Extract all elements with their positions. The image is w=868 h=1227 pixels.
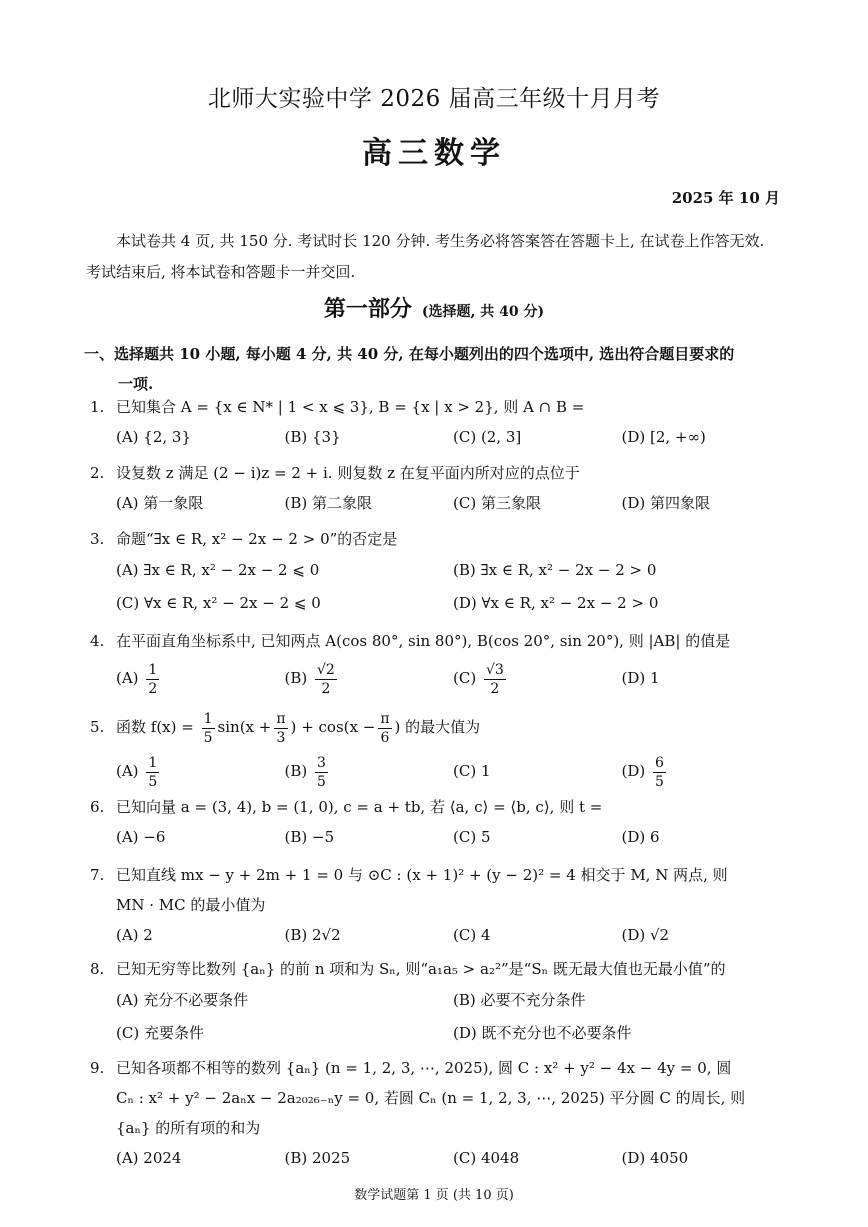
option-b: (B) 2√2 [284,926,341,944]
fraction [146,661,159,698]
question-stem-line-2: MN · MC 的最小值为 [116,896,266,914]
subject-title: 高三数学 [362,136,506,171]
option-d: (D) 1 [621,669,660,687]
part-title: 第一部分 [323,296,412,322]
option-d [622,749,791,793]
option-label: (B) [284,762,308,780]
question-number: 1. [90,398,105,416]
option-a: (A) {2, 3} [116,428,192,446]
fraction [484,661,506,698]
option-d: (D) 第四象限 [621,494,710,512]
fraction [202,710,215,747]
option-a [116,656,285,700]
question-9 [90,1053,790,1173]
question-1 [90,392,790,452]
question-stem: 在平面直角坐标系中, 已知两点 A(cos 80°, sin 80°), B(cos 20°, sin 20°), 则 |AB| 的值是 [116,632,731,650]
option-d: (D) 6 [621,828,660,846]
exam-title: 北师大实验中学 2026 届高三年级十月月考 [207,86,661,112]
numerator: π [276,710,286,727]
part-heading [0,292,868,323]
option-a: (A) 2 [116,926,153,944]
question-stem: 已知向量 a = (3, 4), b = (1, 0), c = a + tb, 若 ⟨a, c⟩ = ⟨b, c⟩, 则 t = [116,798,603,816]
option-c [453,656,622,700]
fraction [274,710,287,747]
option-b: (B) {3} [284,428,341,446]
section-line-2: 一项. [118,375,154,393]
question-number: 5. [90,718,105,736]
option-c: (C) ∀x ∈ R, x² − 2x − 2 ⩽ 0 [116,594,321,612]
question-2 [90,458,790,518]
question-4 [90,626,790,700]
option-a: (A) 充分不必要条件 [116,991,249,1009]
option-b: (B) ∃x ∈ R, x² − 2x − 2 > 0 [453,561,657,579]
stem-suffix: 的最大值为 [405,718,481,736]
denominator: 5 [148,773,158,790]
question-number: 9. [90,1059,105,1077]
option-a: (A) ∃x ∈ R, x² − 2x − 2 ⩽ 0 [116,561,320,579]
option-a: (A) 2024 [116,1149,182,1167]
question-stem: 已知各项都不相等的数列 {aₙ} (n = 1, 2, 3, ⋯, 2025), 圆 C : x² + y² − 4x − 4y = 0, 圆 [116,1059,732,1077]
option-d: (D) 4050 [621,1149,689,1167]
question-5 [90,705,790,793]
denominator: 2 [148,680,158,697]
fraction [378,710,391,747]
question-stem: 命题“∃x ∈ R, x² − 2x − 2 > 0”的否定是 [116,530,398,548]
question-stem-line-2: Cₙ : x² + y² − 2aₙx − 2a₂₀₂₆₋ₙy = 0, 若圆 Cₙ (n = 1, 2, 3, ⋯, 2025) 平分圆 C 的周长, 则 [116,1089,746,1107]
option-c: (C) 1 [453,762,491,780]
numerator: 1 [148,754,158,771]
option-b: (B) 必要不充分条件 [453,991,586,1009]
stem-prefix: 函数 f(x) = [116,718,194,736]
denominator: 2 [321,680,331,697]
question-number: 7. [90,866,105,884]
sin-text: sin [217,718,240,736]
option-b [285,749,454,793]
question-number: 8. [90,960,105,978]
part-note: (选择题, 共 40 分) [421,304,545,320]
option-label: (A) [116,669,139,687]
option-c: (C) 4 [453,926,491,944]
question-7 [90,860,790,950]
option-label: (A) [116,762,139,780]
section-heading [84,339,784,399]
question-stem: 已知无穷等比数列 {aₙ} 的前 n 项和为 Sₙ, 则“a₁a₅ > a₂²”是“Sₙ 既无最大值也无最小值”的 [116,960,726,978]
question-number: 4. [90,632,105,650]
option-b [285,656,454,700]
denominator: 3 [276,729,286,746]
denominator: 6 [380,729,390,746]
question-8 [90,954,790,1050]
question-stem: 已知集合 A = {x ∈ N* | 1 < x ⩽ 3}, B = {x | x > 2}, 则 A ∩ B = [116,398,585,416]
option-b: (B) −5 [284,828,335,846]
option-c: (C) 4048 [453,1149,520,1167]
option-b: (B) 第二象限 [284,494,372,512]
denominator: 2 [490,680,500,697]
fraction [315,754,328,791]
option-label: (C) [453,669,477,687]
numerator: √3 [485,661,504,678]
numerator: 3 [317,754,326,771]
exam-date: 2025 年 10 月 [671,189,780,207]
numerator: 6 [655,754,664,771]
question-stem: 设复数 z 满足 (2 − i)z = 2 + i. 则复数 z 在复平面内所对应的点位于 [116,464,580,482]
paren-text: ) [290,718,297,736]
question-stem-line-3: {aₙ} 的所有项的和为 [116,1119,261,1137]
instructions: 本试卷共 4 页, 共 150 分. 考试时长 120 分钟. 考生务必将答案答在答题卡上, 在试卷上作答无效. 考试结束后, 将本试卷和答题卡一并交回. [86,232,765,281]
numerator: √2 [317,661,335,678]
option-c: (C) 5 [453,828,491,846]
fraction [146,754,159,791]
cos-text: + cos [301,718,344,736]
question-number: 3. [90,530,105,548]
option-c: (C) 第三象限 [453,494,541,512]
numerator: π [380,710,390,727]
option-a: (A) 第一象限 [116,494,204,512]
option-d: (D) ∀x ∈ R, x² − 2x − 2 > 0 [453,594,659,612]
option-d: (D) [2, +∞) [621,428,706,446]
paren-text: ) [394,718,401,736]
option-d: (D) 既不充分也不必要条件 [453,1024,632,1042]
option-c: (C) 充要条件 [116,1024,204,1042]
question-number: 6. [90,798,105,816]
option-a: (A) −6 [116,828,166,846]
paren-text: (x − [343,718,376,736]
paren-text: (x + [239,718,272,736]
numerator: 1 [148,661,158,678]
option-label: (B) [284,669,308,687]
denominator: 5 [317,773,326,790]
option-b: (B) 2025 [284,1149,351,1167]
question-number: 2. [90,464,105,482]
option-a [116,749,285,793]
page-footer: 数学试题第 1 页 (共 10 页) [354,1188,514,1203]
fraction [653,754,666,791]
question-stem: 已知直线 mx − y + 2m + 1 = 0 与 ⊙C : (x + 1)² + (y − 2)² = 4 相交于 M, N 两点, 则 [116,866,728,884]
question-3 [90,524,790,620]
option-c: (C) (2, 3] [453,428,522,446]
option-d: (D) √2 [621,926,670,944]
section-line-1: 一、选择题共 10 小题, 每小题 4 分, 共 40 分, 在每小题列出的四个选项中, 选出符合题目要求的 [84,345,735,363]
denominator: 5 [203,729,213,746]
option-label: (D) [621,762,646,780]
numerator: 1 [203,710,213,727]
fraction [315,661,337,698]
denominator: 5 [655,773,664,790]
question-6 [90,792,790,852]
